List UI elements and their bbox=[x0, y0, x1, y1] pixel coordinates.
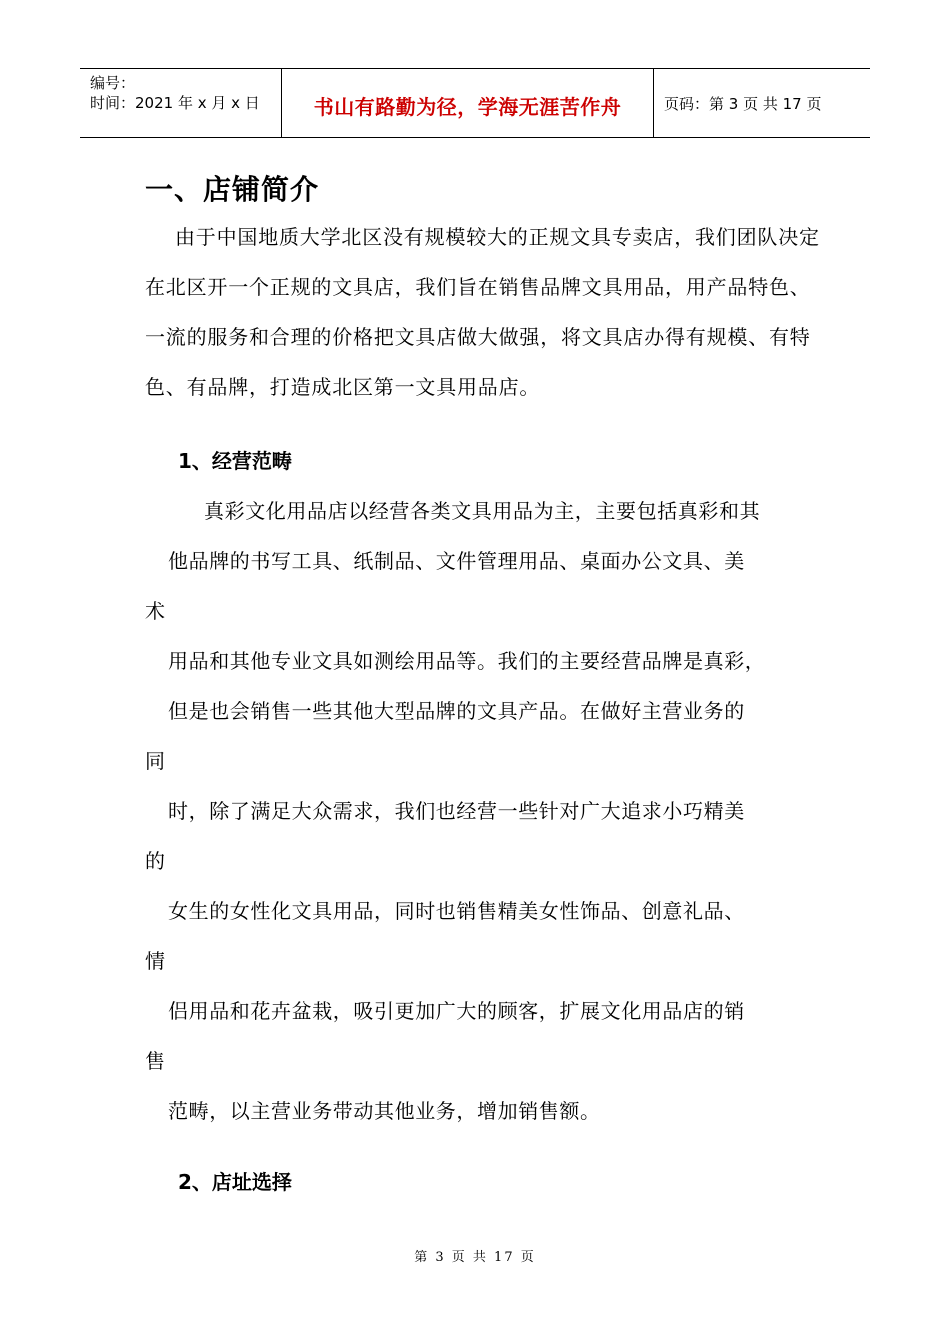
section-title: 一、店铺简介 bbox=[145, 173, 320, 206]
scope-line: 他品牌的书写工具、纸制品、文件管理用品、桌面办公文具、美 bbox=[168, 549, 745, 573]
header-meta bbox=[90, 73, 280, 113]
scope-line: 但是也会销售一些其他大型品牌的文具产品。在做好主营业务的 bbox=[168, 699, 745, 723]
header-divider bbox=[653, 69, 654, 137]
scope-line: 的 bbox=[145, 849, 166, 873]
subsection-title-location: 2、店址选择 bbox=[178, 1170, 292, 1194]
scope-line: 售 bbox=[145, 1049, 166, 1073]
page-footer: 第 3 页 共 17 页 bbox=[414, 1250, 536, 1265]
scope-line: 真彩文化用品店以经营各类文具用品为主，主要包括真彩和其 bbox=[204, 499, 761, 523]
scope-line: 同 bbox=[145, 749, 166, 773]
date-label: 时间：2021 年 x 月 x 日 bbox=[90, 94, 260, 112]
header-page-number: 页码：第 3 页 共 17 页 bbox=[664, 95, 822, 113]
header-motto: 书山有路勤为径，学海无涯苦作舟 bbox=[313, 95, 622, 119]
scope-line: 术 bbox=[145, 599, 166, 623]
serial-label: 编号： bbox=[90, 74, 136, 92]
subsection-title-scope: 1、经营范畴 bbox=[178, 449, 292, 473]
scope-line: 女生的女性化文具用品，同时也销售精美女性饰品、创意礼品、 bbox=[168, 899, 745, 923]
scope-line: 侣用品和花卉盆栽，吸引更加广大的顾客，扩展文化用品店的销 bbox=[168, 999, 745, 1023]
intro-paragraph: 由于中国地质大学北区没有规模较大的正规文具专卖店，我们团队决定在北区开一个正规的文具店，我们旨在销售品牌文具用品，用产品特色、一流的服务和合理的价格把文具店做大做强，将文具店办得有规模、有特色、有品牌，打造成北区第一文具用品店。 bbox=[145, 225, 820, 399]
scope-line: 范畴，以主营业务带动其他业务，增加销售额。 bbox=[168, 1099, 601, 1123]
scope-line: 情 bbox=[145, 949, 166, 973]
scope-line: 时，除了满足大众需求，我们也经营一些针对广大追求小巧精美 bbox=[168, 799, 745, 823]
page-header bbox=[80, 68, 870, 138]
scope-line: 用品和其他专业文具如测绘用品等。我们的主要经营品牌是真彩， bbox=[168, 649, 766, 673]
